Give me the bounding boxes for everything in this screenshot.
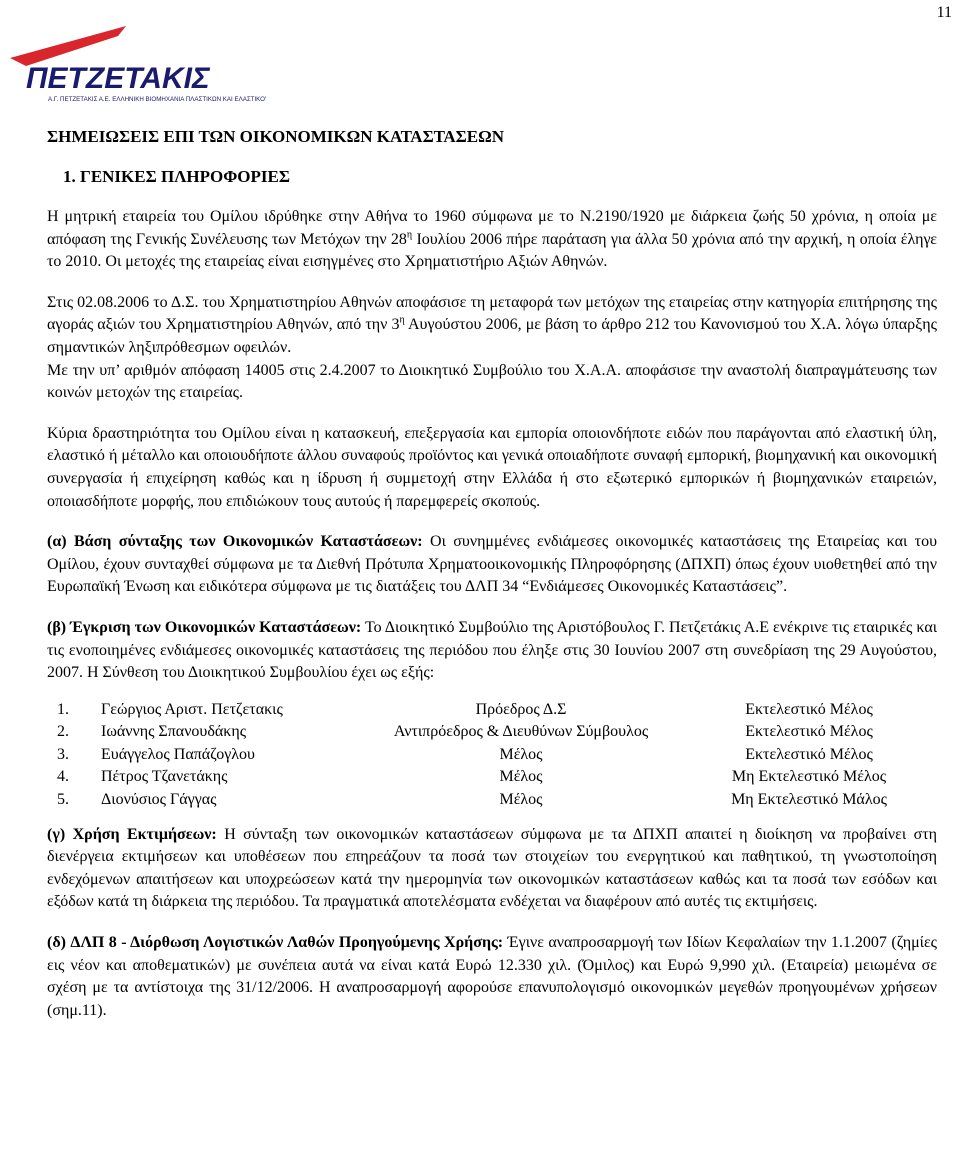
paragraph-approval: (β) Έγκριση των Οικονομικών Καταστάσεων: Το Διοικητικό Συμβούλιο της Αριστόβουλος Γ. Πετζετάκις Α.Ε ενέκρινε τις εταιρικές και τις ενοποιημένες ενδιάμεσες οικονομικές καταστάσεις της περιόδου που έληξε στις 30 Ιουνίου 2007 στη συνεδρίαση της 29 Αυγούστου, 2007. Η Σύνθεση του Διοικητικού Συμβουλίου έχει ως εξής: [47,618,938,682]
document-body [47,126,937,1022]
logo-brand-text: ΠΕΤΖΕΤΑΚΙΣ [26,62,210,95]
section-heading-general-info: 1. ΓΕΝΙΚΕΣ ΠΛΗΡΟΦΟΡΙΕΣ [63,167,290,186]
table-row: 3. Ευάγγελος Παπάζογλου Μέλος Εκτελεστικό Μέλος [57,745,873,763]
board-members-table [47,699,937,812]
logo-graphic [6,22,266,110]
paragraph-suspension: Με την υπ’ αριθμόν απόφαση 14005 στις 2.4.2007 το Διοικητικό Συμβούλιο του Χ.Α.Α. αποφάσισε την αναστολή διαπραγμάτευσης των κοινών μετοχών της εταιρείας. [47,361,937,402]
logo-swoosh [10,26,126,66]
paragraph-basis-of-preparation: (α) Βάση σύνταξης των Οικονομικών Καταστάσεων: Οι συνημμένες ενδιάμεσες οικονομικές καταστάσεις της Εταιρείας και του Ομίλου, έχουν συνταχθεί σύμφωνα με τα Διεθνή Πρότυπα Χρηματοοικονομικής Πληροφόρησης (ΔΠΧΠ) όπως έχουν υιοθετηθεί από την Ευρωπαϊκή Ένωση και ειδικότερα σύμφωνα με τις διατάξεις του ΔΛΠ 34 “Ενδιάμεσες Οικονομικές Καταστάσεις”. [47,533,938,596]
logo-tagline: Α.Γ. ΠΕΤΖΕΤΑΚΙΣ Α.Ε. ΕΛΛΗΝΙΚΗ ΒΙΟΜΗΧΑΝΙΑ ΠΛΑΣΤΙΚΩΝ ΚΑΙ ΕΛΑΣΤΙΚΟΥ [48,96,266,103]
page-title: ΣΗΜΕΙΩΣΕΙΣ ΕΠΙ ΤΩΝ ΟΙΚΟΝΟΜΙΚΩΝ ΚΑΤΑΣΤΑΣΕΩΝ [47,127,504,146]
table-row: 4. Πέτρος Τζανετάκης Μέλος Μη Εκτελεστικό Μέλος [57,768,887,786]
paragraph-use-of-estimates: (γ) Χρήση Εκτιμήσεων: Η σύνταξη των οικονομικών καταστάσεων σύμφωνα με τα ΔΠΧΠ απαιτεί η διοίκηση να προβαίνει στη διενέργεια εκτιμήσεων και υποθέσεων που επηρεάζουν τα ποσά των στοιχείων του ενεργητικού και παθητικού, τη γνωστοποίηση ενδεχόμενων απαιτήσεων και υποχρεώσεων κατά την ημερομηνία των οικονομικών καταστάσεων καθώς και τα ποσά των εσόδων και εξόδων κατά τη διάρκεια της περιόδου. Τα πραγματικά αποτελέσματα ενδέχεται να διαφέρουν από αυτές τις εκτιμήσεις. [47,825,938,911]
company-logo [6,22,266,110]
page-number: 11 [936,4,952,21]
paragraph-stock-exchange: Στις 02.08.2006 το Δ.Σ. του Χρηματιστηρίου Αθηνών αποφάσισε τη μεταφορά των μετόχων της εταιρείας στην κατηγορία επιτήρησης της αγοράς αξιών του Χρηματιστηρίου Αθηνών, από την $3^\eta$ Αυγούστου 2006, με βάση το άρθρο 212 του Κανονισμού του Χ.Α. λόγω ύπαρξης σημαντικών ληξιπρόθεσμων οφειλών. [47,293,938,356]
table-row: 5. Διονύσιος Γάγγας Μέλος Μη Εκτελεστικό Μάλος [57,791,887,809]
paragraph-ias8-correction: (δ) ΔΛΠ 8 - Διόρθωση Λογιστικών Λαθών Προηγούμενης Χρήσης: Έγινε αναπροσαρμογή των Ιδίων Κεφαλαίων την 1.1.2007 (ζημίες εις νέον και αποθεματικών) με συνέπεια αυτά να είναι κατά Ευρώ 12.330 χιλ. (Όμιλος) και Ευρώ 9,990 χιλ. (Εταιρεία) μειωμένα σε σχέση με τα αντίστοιχα της 31/12/2006. Η αναπροσαρμογή αφορούσε επανυπολογισμό οικονομικών μεγεθών προηγουμένων χρήσεων (σημ.11). [47,934,937,1019]
paragraph-main-activity: Κύρια δραστηριότητα του Ομίλου είναι η κατασκευή, επεξεργασία και εμπορία οποιονδήποτε ειδών που παράγονται από ελαστική ύλη, ελαστικό ή μέταλλο και οποιουδήποτε άλλου συναφούς προϊόντος και γενικά οποιαδήποτε συναφή εμπορική, βιομηχανική και οικονομική συνεργασία ή επιχείρηση καθώς και η ίδρυση ή συμμετοχή στην Ελλάδα ή στο εξωτερικό εμπορικών ή βιομηχανικών εταιρειών, οποιασδήποτε μορφής, που επιδιώκουν τους αυτούς ή παρεμφερείς σκοπούς. [47,424,937,510]
table-row: 1. Γεώργιος Αριστ. Πετζετακις Πρόεδρος Δ.Σ Εκτελεστικό Μέλος [57,700,873,718]
table-row: 2. Ιωάννης Σπανουδάκης Αντιπρόεδρος & Διευθύνων Σύμβουλος Εκτελεστικό Μέλος [57,723,873,741]
paragraph-founding: Η μητρική εταιρεία του Ομίλου ιδρύθηκε στην Αθήνα το 1960 σύμφωνα με το Ν.2190/1920 με διάρκεια ζωής 50 χρόνια, η οποία με απόφαση της Γενικής Συνέλευσης των Μετόχων την $28^\eta$ Ιουλίου 2006 πήρε παράταση για άλλα 50 χρόνια από την αρχική, η οποία έληγε το 2010. Οι μετοχές της εταιρείας είναι εισηγμένες στο Χρηματιστήριο Αξιών Αθηνών. [47,208,937,271]
